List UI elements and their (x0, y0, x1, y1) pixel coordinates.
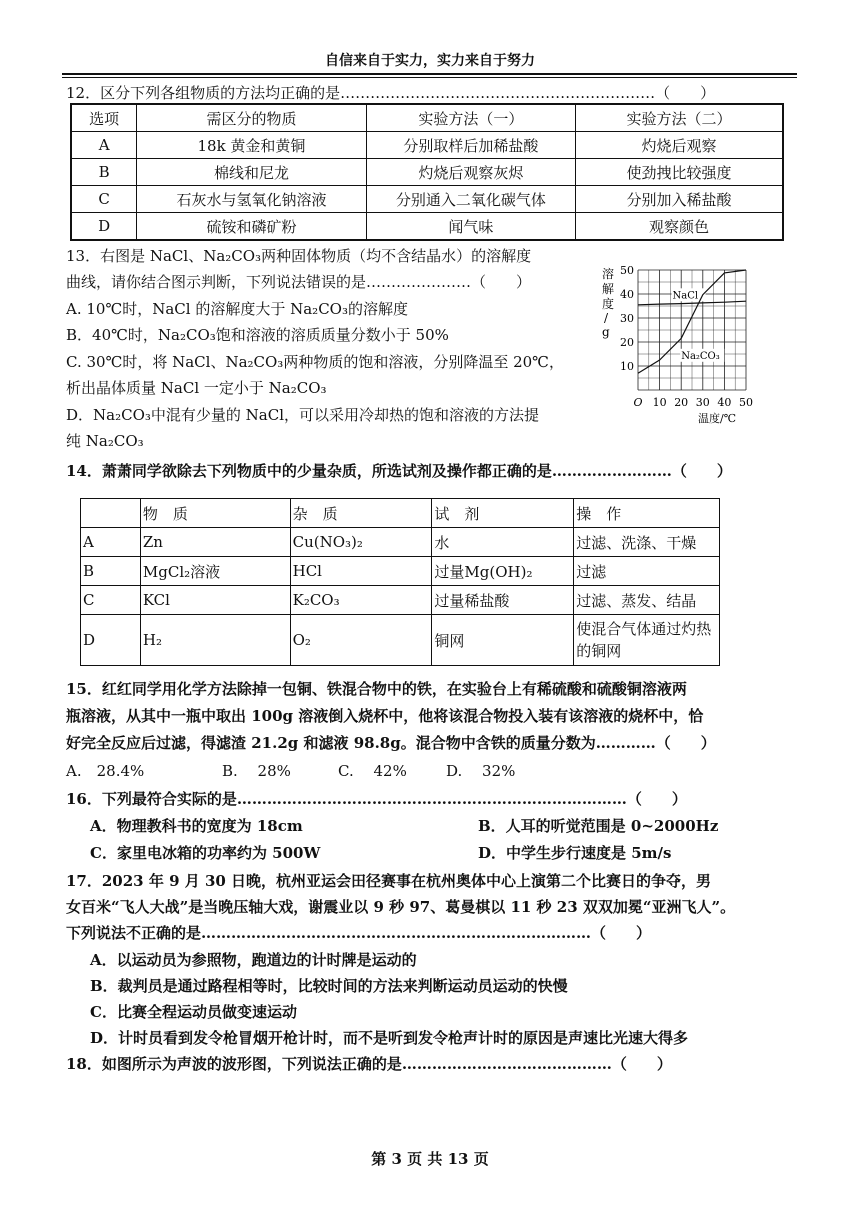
x-tick-label: 10 (652, 396, 667, 409)
table-cell: Cu(NO₃)₂ (290, 528, 432, 557)
x-tick-label: 40 (717, 396, 732, 409)
table-cell: 观察颜色 (576, 213, 783, 241)
q16-stem: 16．下列最符合实际的是……………………………………………………………………（ ） (66, 790, 687, 808)
q13-option-c-line2: 析出晶体质量 NaCl 一定小于 Na₂CO₃ (66, 379, 327, 397)
table-header-cell: 需区分的物质 (137, 104, 366, 132)
table-cell: 闻气味 (366, 213, 575, 241)
table-cell: D (71, 213, 137, 241)
table-row (71, 159, 783, 186)
table-cell: H₂ (140, 615, 290, 666)
table-cell: 过滤、洗涤、干燥 (574, 528, 720, 557)
table-cell: D (81, 615, 141, 666)
table-header-row (71, 104, 783, 132)
x-tick-label: 30 (695, 396, 710, 409)
table-header-cell (81, 499, 141, 528)
y-axis-label-char: g (602, 325, 610, 339)
chart-ticks (620, 264, 753, 409)
header-rule-thin (62, 77, 797, 78)
y-tick-label: 50 (620, 264, 634, 277)
q13-option-b: B．40℃时，Na₂CO₃饱和溶液的溶质质量分数小于 50% (66, 326, 449, 344)
q18-stem: 18．如图所示为声波的波形图，下列说法正确的是……………………………………（ ） (66, 1055, 672, 1073)
table-cell: 分别取样后加稀盐酸 (366, 132, 575, 159)
q17-option-a: A．以运动员为参照物，跑道边的计时牌是运动的 (90, 951, 417, 969)
table-cell: A (81, 528, 141, 557)
x-tick-label: 20 (674, 396, 689, 409)
table-cell: 棉线和尼龙 (137, 159, 366, 186)
q17-stem-line2: 女百米“飞人大战”是当晚压轴大戏，谢震业以 9 秒 97、葛曼棋以 11 秒 23 双双加冕“亚洲飞人”。 (66, 898, 736, 916)
table-row (71, 213, 783, 241)
q12-stem: 12．区分下列各组物质的方法均正确的是………………………………………………………（ ） (66, 84, 716, 102)
chart-grid (638, 270, 746, 390)
table-header-cell: 操 作 (574, 499, 720, 528)
table-cell: 铜网 (432, 615, 574, 666)
y-tick-label: 30 (620, 312, 634, 325)
table-cell: MgCl₂溶液 (140, 557, 290, 586)
table-cell: 石灰水与氢氧化钠溶液 (137, 186, 366, 213)
x-tick-label: O (633, 396, 643, 409)
q13-option-c-line1: C. 30℃时，将 NaCl、Na₂CO₃两种物质的饱和溶液，分别降温至 20℃， (66, 353, 564, 371)
table-header-cell: 实验方法（一） (366, 104, 575, 132)
q13-stem-line1: 13．右图是 NaCl、Na₂CO₃两种固体物质（均不含结晶水）的溶解度 (66, 247, 532, 265)
q15-option-c: C. 42% (338, 762, 407, 780)
q14-table (80, 498, 720, 666)
table-cell: 硫铵和磷矿粉 (137, 213, 366, 241)
table-cell: B (71, 159, 137, 186)
series-label: NaCl (672, 290, 699, 302)
x-tick-label: 50 (739, 396, 753, 409)
table-header-row (81, 499, 720, 528)
q17-option-c: C．比赛全程运动员做变速运动 (90, 1003, 297, 1021)
table-cell: 使混合气体通过灼热的铜网 (574, 615, 720, 666)
table-row (71, 132, 783, 159)
q16-option-a: A．物理教科书的宽度为 18cm (90, 817, 303, 835)
table-row (81, 615, 720, 666)
q17-stem-line1: 17．2023 年 9 月 30 日晚，杭州亚运会田径赛事在杭州奥体中心上演第二个比赛日的争夺，男 (66, 872, 712, 890)
table-cell: A (71, 132, 137, 159)
header-rule (62, 73, 797, 75)
y-axis-label-char: 溶 (602, 267, 615, 281)
y-tick-label: 10 (620, 360, 634, 373)
q16-option-d: D．中学生步行速度是 5m/s (478, 844, 672, 862)
table-cell: HCl (290, 557, 432, 586)
table-header-cell: 实验方法（二） (576, 104, 783, 132)
q17-stem-line3: 下列说法不正确的是……………………………………………………………………（ ） (66, 924, 652, 942)
q13-option-d-line1: D．Na₂CO₃中混有少量的 NaCl，可以采用冷却热的饱和溶液的方法提 (66, 406, 540, 424)
q15-stem-line1: 15．红红同学用化学方法除掉一包铜、铁混合物中的铁，在实验台上有稀硫酸和硫酸铜溶液两 (66, 680, 687, 698)
table-cell: K₂CO₃ (290, 586, 432, 615)
q15-option-a: A. 28.4% (66, 762, 145, 780)
table-row (81, 528, 720, 557)
table-cell: 过量稀盐酸 (432, 586, 574, 615)
table-header-cell: 试 剂 (432, 499, 574, 528)
q13-stem-line2: 曲线，请你结合图示判断，下列说法错误的是…………………（ ） (66, 273, 532, 291)
table-cell: KCl (140, 586, 290, 615)
q17-option-d: D．计时员看到发令枪冒烟开枪计时，而不是听到发令枪声计时的原因是声速比光速大得多 (90, 1029, 689, 1047)
table-cell: 18k 黄金和黄铜 (137, 132, 366, 159)
q16-option-c: C．家里电冰箱的功率约为 500W (90, 844, 321, 862)
table-cell: 过量Mg(OH)₂ (432, 557, 574, 586)
q16-option-b: B．人耳的听觉范围是 0~2000Hz (478, 817, 719, 835)
page-footer: 第 3 页 共 13 页 (371, 1150, 489, 1168)
table-cell: 过滤 (574, 557, 720, 586)
y-tick-label: 40 (620, 288, 634, 301)
y-axis-label-char: 度 (602, 297, 615, 311)
q15-option-d: D. 32% (446, 762, 516, 780)
table-header-cell: 物 质 (140, 499, 290, 528)
q14-stem: 14．萧萧同学欲除去下列物质中的少量杂质，所选试剂及操作都正确的是……………………（ ） (66, 462, 732, 480)
table-cell: 水 (432, 528, 574, 557)
table-header-cell: 杂 质 (290, 499, 432, 528)
table-cell: 灼烧后观察灰烬 (366, 159, 575, 186)
table-cell: 分别加入稀盐酸 (576, 186, 783, 213)
series-label: Na₂CO₃ (681, 350, 720, 362)
q13-option-a: A. 10℃时，NaCl 的溶解度大于 Na₂CO₃的溶解度 (66, 300, 408, 318)
table-cell: 灼烧后观察 (576, 132, 783, 159)
y-axis-label-char: 解 (602, 282, 615, 296)
x-axis-label: 温度/℃ (698, 412, 737, 425)
q17-option-b: B．裁判员是通过路程相等时，比较时间的方法来判断运动员运动的快慢 (90, 977, 568, 995)
table-row (71, 186, 783, 213)
solubility-chart (600, 262, 770, 432)
table-cell: C (81, 586, 141, 615)
table-cell: 使劲拽比较强度 (576, 159, 783, 186)
q15-option-b: B. 28% (222, 762, 291, 780)
page-header: 自信来自于实力，实力来自于努力 (325, 53, 535, 69)
table-header-cell: 选项 (71, 104, 137, 132)
table-cell: B (81, 557, 141, 586)
table-cell: 过滤、蒸发、结晶 (574, 586, 720, 615)
table-row (81, 586, 720, 615)
table-cell: 分别通入二氧化碳气体 (366, 186, 575, 213)
table-cell: Zn (140, 528, 290, 557)
q15-stem-line2: 瓶溶液，从其中一瓶中取出 100g 溶液倒入烧杯中，他将该混合物投入装有该溶液的烧杯中，恰 (66, 707, 704, 725)
y-tick-label: 20 (620, 336, 634, 349)
q12-table (70, 103, 784, 241)
q15-stem-line3: 好完全反应后过滤，得滤渣 21.2g 和滤液 98.8g。混合物中含铁的质量分数为…………（ ） (66, 734, 716, 752)
y-axis-label-char: / (604, 311, 609, 325)
table-cell: O₂ (290, 615, 432, 666)
table-row (81, 557, 720, 586)
table-cell: C (71, 186, 137, 213)
q13-option-d-line2: 纯 Na₂CO₃ (66, 432, 144, 450)
